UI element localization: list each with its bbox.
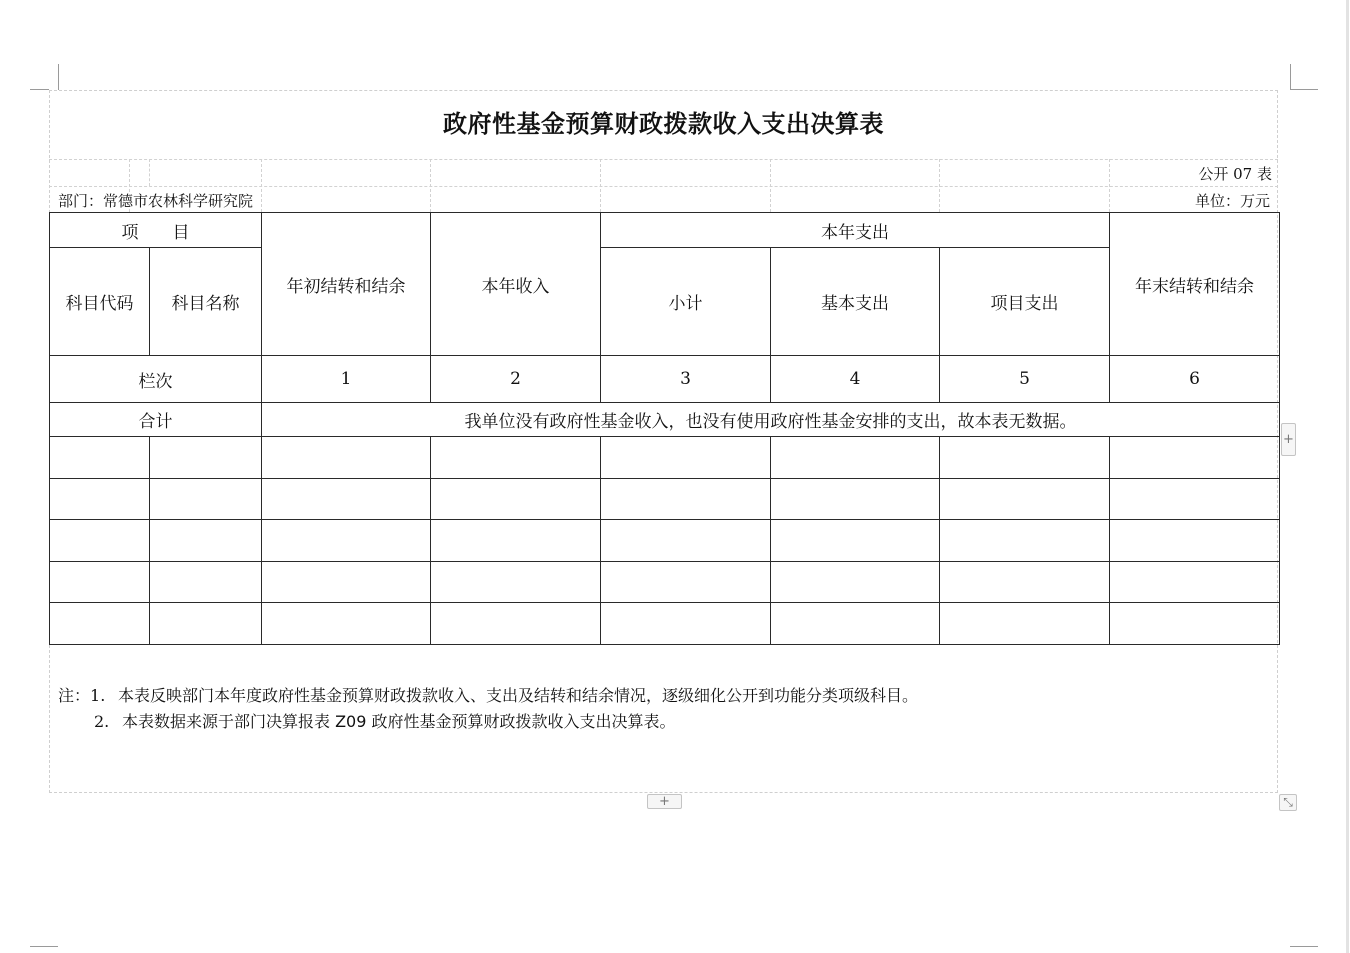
- note-1: [58, 683, 918, 706]
- table-cell[interactable]: [601, 562, 771, 603]
- table-cell[interactable]: [262, 520, 431, 562]
- table-cell[interactable]: [601, 479, 771, 520]
- table-cell[interactable]: [50, 437, 150, 479]
- table-cell[interactable]: [1110, 520, 1280, 562]
- table-cell[interactable]: [431, 479, 601, 520]
- table-row: [50, 479, 1280, 520]
- add-column-button[interactable]: +: [1281, 423, 1296, 456]
- note-2-text: 本表数据来源于部门决算报表 Z09 政府性基金预算财政拨款收入支出决算表。: [122, 712, 676, 731]
- table-cell[interactable]: [50, 603, 150, 645]
- table-cell[interactable]: [431, 520, 601, 562]
- gridline: [261, 159, 262, 212]
- column-index-3: 3: [601, 356, 771, 403]
- page-right-edge: [1346, 0, 1349, 953]
- budget-table: [49, 212, 1280, 645]
- header-basic-expense: 基本支出: [771, 248, 940, 356]
- table-cell[interactable]: [771, 603, 940, 645]
- note-1-text: 本表反映部门本年度政府性基金预算财政拨款收入、支出及结转和结余情况，逐级细化公开到功能分类项级科目。: [118, 686, 919, 705]
- table-cell[interactable]: [50, 479, 150, 520]
- column-index-1: 1: [262, 356, 431, 403]
- column-index-label: 栏次: [50, 356, 262, 403]
- table-cell[interactable]: [771, 562, 940, 603]
- gridline: [770, 159, 771, 212]
- column-index-4: 4: [771, 356, 940, 403]
- unit-label: 单位：万元: [1194, 192, 1270, 210]
- note-1-number: 1.: [90, 686, 106, 705]
- department-label: 部门：常德市农林科学研究院: [58, 192, 254, 210]
- table-cell[interactable]: [431, 562, 601, 603]
- table-cell[interactable]: [940, 520, 1110, 562]
- note-2-number: 2.: [94, 712, 110, 731]
- table-cell[interactable]: [150, 603, 262, 645]
- crop-mark-top-right: [1290, 64, 1291, 90]
- table-cell[interactable]: [1110, 603, 1280, 645]
- table-cell[interactable]: [940, 562, 1110, 603]
- table-cell[interactable]: [601, 603, 771, 645]
- table-cell[interactable]: [50, 520, 150, 562]
- note-prefix: 注：: [58, 686, 91, 705]
- gridline: [939, 159, 940, 212]
- column-index-2: 2: [431, 356, 601, 403]
- table-cell[interactable]: [601, 520, 771, 562]
- header-beginning-balance: 年初结转和结余: [262, 213, 431, 356]
- table-cell[interactable]: [771, 479, 940, 520]
- table-cell[interactable]: [1110, 437, 1280, 479]
- crop-mark-bottom-left: [30, 946, 58, 947]
- crop-mark-top-right-h: [1290, 89, 1318, 90]
- table-cell[interactable]: [431, 437, 601, 479]
- table-cell[interactable]: [1110, 479, 1280, 520]
- table-cell[interactable]: [940, 479, 1110, 520]
- crop-mark-top-left-h: [30, 89, 49, 90]
- gridline: [600, 159, 601, 212]
- gridline: [49, 159, 1278, 160]
- table-cell[interactable]: [262, 562, 431, 603]
- table-row: [50, 603, 1280, 645]
- table-cell[interactable]: [771, 520, 940, 562]
- table-cell[interactable]: [50, 562, 150, 603]
- table-cell[interactable]: [940, 437, 1110, 479]
- table-cell[interactable]: [262, 437, 431, 479]
- table-cell[interactable]: [262, 603, 431, 645]
- table-resize-handle[interactable]: ⤡: [1279, 794, 1297, 811]
- gridline: [149, 159, 150, 186]
- header-subtotal: 小计: [601, 248, 771, 356]
- table-cell[interactable]: [150, 437, 262, 479]
- table-cell[interactable]: [262, 479, 431, 520]
- crop-mark-top-left: [58, 64, 59, 90]
- table-cell[interactable]: [150, 479, 262, 520]
- header-subject-code: 科目代码: [50, 248, 150, 356]
- table-row: [50, 437, 1280, 479]
- header-project-expense: 项目支出: [940, 248, 1110, 356]
- column-index-6: 6: [1110, 356, 1280, 403]
- table-row: [50, 562, 1280, 603]
- gridline: [430, 159, 431, 212]
- table-cell[interactable]: [150, 520, 262, 562]
- table-code: 公开 07 表: [1198, 165, 1272, 183]
- total-label: 合计: [50, 403, 262, 437]
- page-title: 政府性基金预算财政拨款收入支出决算表: [443, 109, 884, 138]
- table-cell[interactable]: [431, 603, 601, 645]
- header-current-expense: 本年支出: [601, 213, 1110, 248]
- add-row-button[interactable]: +: [647, 794, 682, 809]
- header-subject-name: 科目名称: [150, 248, 262, 356]
- table-row: [50, 520, 1280, 562]
- column-index-5: 5: [940, 356, 1110, 403]
- table-cell[interactable]: [601, 437, 771, 479]
- crop-mark-bottom-right: [1290, 946, 1318, 947]
- gridline: [1109, 159, 1110, 212]
- table-cell[interactable]: [771, 437, 940, 479]
- note-2: [94, 709, 676, 732]
- gridline: [49, 186, 1278, 187]
- table-cell[interactable]: [1110, 562, 1280, 603]
- table-cell[interactable]: [150, 562, 262, 603]
- header-current-income: 本年收入: [431, 213, 601, 356]
- table-cell[interactable]: [940, 603, 1110, 645]
- header-ending-balance: 年末结转和结余: [1110, 213, 1280, 356]
- header-item: 项 目: [50, 213, 262, 248]
- no-data-message: 我单位没有政府性基金收入，也没有使用政府性基金安排的支出，故本表无数据。: [262, 403, 1280, 437]
